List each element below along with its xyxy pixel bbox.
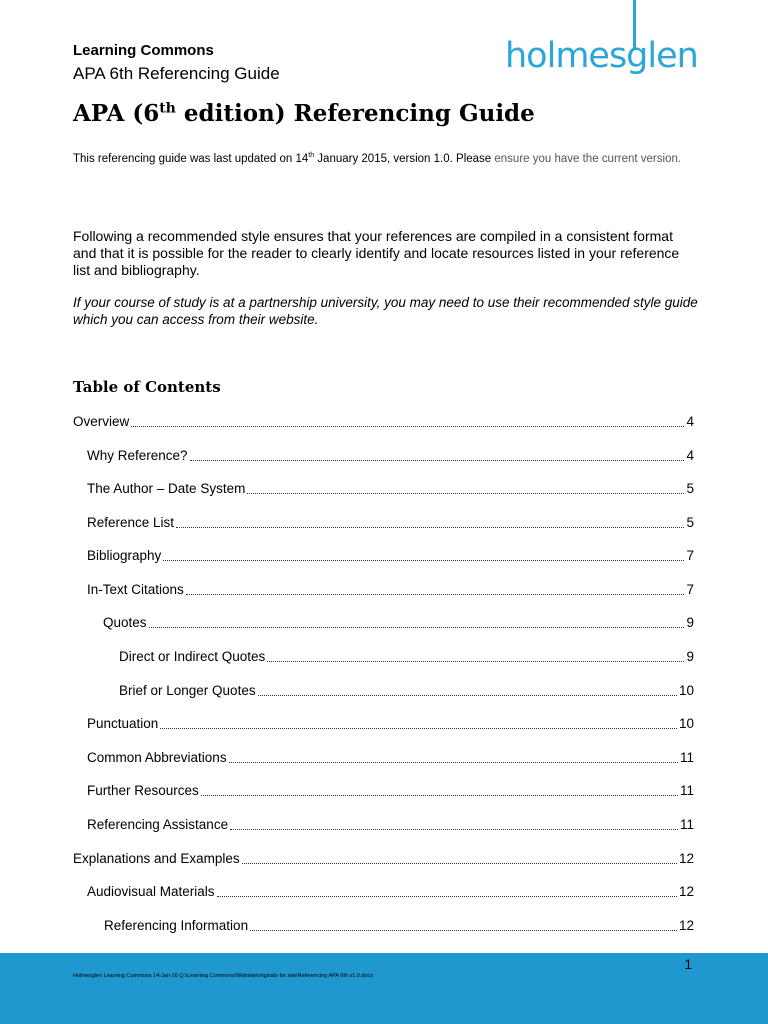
toc-item-title: Direct or Indirect Quotes <box>119 649 266 664</box>
toc-heading: Table of Contents <box>73 378 221 396</box>
toc-item-in-text-citations[interactable] <box>87 581 694 599</box>
update-sup: th <box>308 152 315 159</box>
toc-item-page: 4 <box>686 448 694 463</box>
toc-item-punctuation[interactable] <box>87 715 694 733</box>
footer-file-path: Holmesglen Learning Commons 14-Jan-16 Q:\Learning Commons\Website\originals for site\Referencing APA 6th v1.0.docx <box>73 973 374 979</box>
toc-item-page: 7 <box>686 582 694 597</box>
toc-item-title: The Author – Date System <box>87 481 246 496</box>
toc-item-page: 12 <box>678 851 694 866</box>
partner-note: If your course of study is at a partnership university, you may need to use their recommended style guide which you can access from their website. <box>73 295 698 327</box>
toc-leader <box>258 694 677 696</box>
update-pre: This referencing guide was last updated on 14 <box>73 152 309 165</box>
toc-item-page: 4 <box>686 414 694 429</box>
toc-item-page: 5 <box>686 515 694 530</box>
document-title <box>73 100 535 127</box>
toc-item-title: Referencing Assistance <box>87 817 229 832</box>
toc-item-title: Brief or Longer Quotes <box>119 683 256 698</box>
header-guide-name: APA 6th Referencing Guide <box>73 64 280 83</box>
toc-item-title: Overview <box>73 414 130 429</box>
toc-item-title: Further Resources <box>87 783 199 798</box>
toc-item-title: Audiovisual Materials <box>87 884 215 899</box>
toc-leader <box>131 425 684 427</box>
toc-item-page: 11 <box>679 750 694 765</box>
toc-leader <box>229 761 678 763</box>
toc-item-referencing-information[interactable] <box>104 917 694 935</box>
toc-leader <box>186 593 685 595</box>
toc-leader <box>217 895 677 897</box>
update-notice <box>73 148 703 167</box>
toc-leader <box>250 929 677 931</box>
toc-item-quotes[interactable] <box>103 614 694 632</box>
toc-leader <box>176 526 684 528</box>
toc-item-page: 7 <box>686 548 694 563</box>
toc-item-brief-longer[interactable] <box>119 682 694 700</box>
toc-leader <box>267 660 684 662</box>
toc-item-reference-list[interactable] <box>87 514 694 532</box>
toc-leader <box>230 828 678 830</box>
header-org: Learning Commons <box>73 42 214 59</box>
toc-item-direct-indirect[interactable] <box>119 648 694 666</box>
toc-item-title: Bibliography <box>87 548 162 563</box>
intro-paragraph: Following a recommended style ensures that your references are compiled in a consistent format and that it is possible for the reader to clearly identify and locate resources listed in your reference list and bibliography. <box>73 228 680 278</box>
toc-item-title: In-Text Citations <box>87 582 184 597</box>
update-grey: ensure you have the current version. <box>494 152 682 165</box>
toc-item-title: Punctuation <box>87 716 159 731</box>
title-post: edition) Referencing Guide <box>175 100 535 127</box>
toc-item-title: Why Reference? <box>87 448 188 463</box>
holmesglen-logo <box>505 0 698 95</box>
toc-item-page: 9 <box>686 615 694 630</box>
toc-item-title: Quotes <box>103 615 147 630</box>
title-sup: th <box>159 100 176 117</box>
toc-leader <box>247 492 684 494</box>
toc-leader <box>242 862 677 864</box>
toc-item-referencing-assistance[interactable] <box>87 816 694 834</box>
toc-item-audiovisual[interactable] <box>87 883 694 901</box>
toc-item-further-resources[interactable] <box>87 782 694 800</box>
page-footer <box>0 953 768 1024</box>
page-number: 1 <box>684 957 692 972</box>
toc-item-author-date[interactable] <box>87 480 694 498</box>
toc-item-page: 10 <box>678 716 694 731</box>
logo-text: holmesglen <box>505 36 698 76</box>
toc-item-title: Referencing Information <box>104 918 249 933</box>
update-mid: January 2015, version 1.0. Please <box>314 152 495 165</box>
toc-leader <box>163 559 684 561</box>
toc-item-abbreviations[interactable] <box>87 749 694 767</box>
toc-item-page: 5 <box>686 481 694 496</box>
toc-item-page: 12 <box>678 918 694 933</box>
toc-item-explanations[interactable] <box>73 850 694 868</box>
toc-item-bibliography[interactable] <box>87 547 694 565</box>
toc-item-title: Explanations and Examples <box>73 851 240 866</box>
toc-item-page: 10 <box>678 683 694 698</box>
toc-item-page: 12 <box>678 884 694 899</box>
toc-item-why-reference[interactable] <box>87 447 694 465</box>
toc-item-page: 9 <box>686 649 694 664</box>
toc-item-page: 11 <box>679 783 694 798</box>
toc-leader <box>201 794 678 796</box>
toc-item-overview[interactable] <box>73 413 694 431</box>
toc-item-page: 11 <box>679 817 694 832</box>
title-pre: APA (6 <box>73 100 160 127</box>
toc-leader <box>190 459 685 461</box>
toc-item-title: Reference List <box>87 515 175 530</box>
toc-leader <box>160 727 677 729</box>
toc-item-title: Common Abbreviations <box>87 750 227 765</box>
toc-leader <box>149 626 685 628</box>
